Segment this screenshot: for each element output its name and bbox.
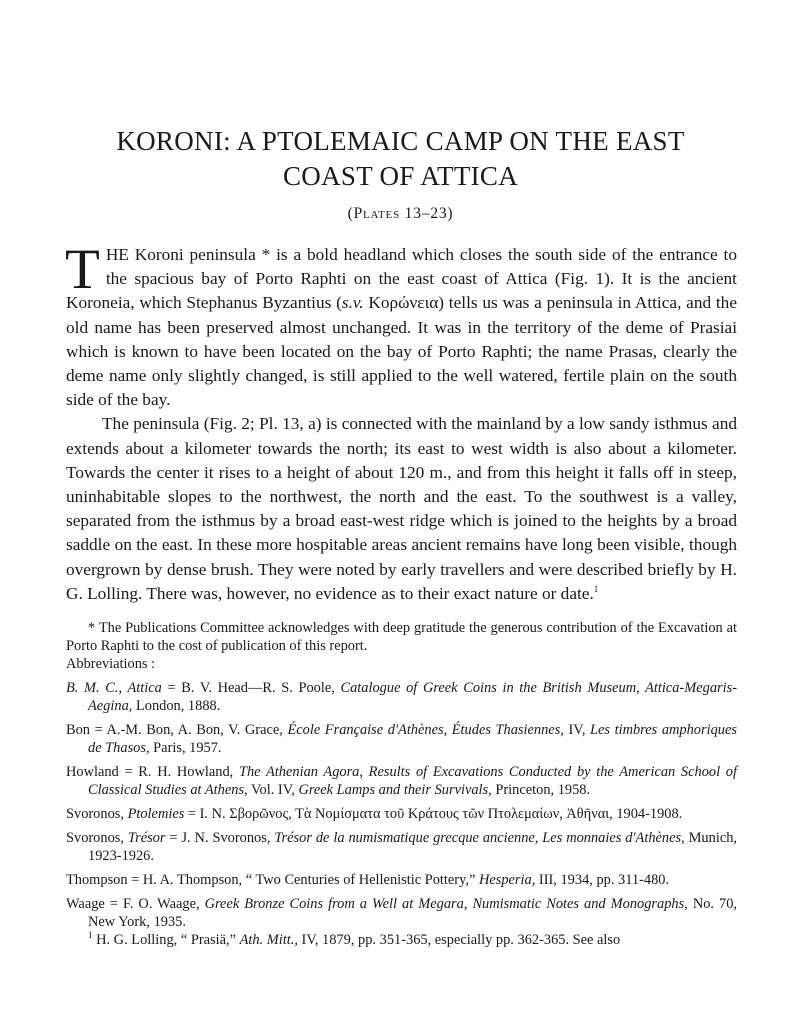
title-line-2: COAST OF ATTICA	[282, 161, 519, 191]
paragraph-1-text-a: HE Koroni peninsula * is a bold headland which closes the south side of the entrance to the spacious bay of Porto Raphti on the east coast of Attica (Fig. 1). It is the ancient Koroneia, which Stephanus Byzantius (	[66, 245, 737, 313]
ref-author: B. V. Head—R. S. Poole,	[181, 680, 341, 696]
paragraph-2	[66, 412, 737, 606]
footnote-1-mark: 1	[88, 930, 93, 941]
plates-open-paren: (	[347, 205, 354, 222]
ref-eq: =	[104, 896, 123, 912]
plates-range: 13–23)	[400, 205, 454, 222]
ref-title: Hesperia,	[478, 872, 536, 888]
ref-key-italic: Trésor	[127, 830, 166, 846]
plates-reference	[0, 205, 801, 223]
ref-author: F. O. Waage,	[122, 896, 205, 912]
ref-imprint: London, 1888.	[132, 698, 221, 714]
ref-bon	[66, 721, 737, 757]
ref-key: Howland	[66, 764, 119, 780]
ref-key: Svoronos,	[66, 830, 128, 846]
footnote-1-text-a: H. G. Lolling, “ Prasiä,”	[92, 932, 240, 948]
footnote-1-text-b: IV, 1879, pp. 351-365, especially pp. 362-365. See also	[297, 932, 621, 948]
ref-title: Catalogue of Greek Coins in the British Museum, Attica-Megaris-Aegina,	[88, 680, 738, 714]
ref-eq: =	[184, 806, 200, 822]
ref-subtitle: Greek Lamps and their Survivals,	[298, 782, 492, 798]
ref-key: B. M. C., Attica	[66, 680, 162, 696]
ref-svoronos-tresor	[66, 829, 737, 865]
ref-eq: =	[161, 680, 182, 696]
ref-key-italic: Ptolemies	[127, 806, 185, 822]
ref-title: École Française d'Athènes, Études Thasiennes,	[287, 722, 564, 738]
star-footnote: * The Publications Committee acknowledges with deep gratitude the generous contribution of the Excavation at Porto Raphti to the cost of publication of this report.	[66, 620, 737, 654]
ref-eq: =	[90, 722, 107, 738]
ref-key: Svoronos,	[66, 806, 128, 822]
greek-koroneia: Κορώνεια	[363, 293, 439, 313]
footnotes	[66, 619, 737, 949]
article-body	[65, 238, 737, 606]
footnote-1-journal: Ath. Mitt.,	[239, 932, 298, 948]
ref-volume: Vol. IV,	[247, 782, 299, 798]
drop-cap: T	[65, 238, 100, 301]
ref-imprint: Munich, 1923-1926.	[88, 830, 737, 864]
ref-volume: IV,	[563, 722, 591, 738]
ref-waage	[66, 895, 737, 931]
ref-title: Greek Bronze Coins from a Well at Megara, Numismatic Notes and Monographs,	[204, 896, 688, 912]
ref-key: Bon	[66, 722, 90, 738]
plates-word: Plates	[353, 205, 400, 222]
article-title	[60, 124, 741, 194]
ref-author: A.-M. Bon, A. Bon, V. Grace,	[106, 722, 288, 738]
ref-imprint: Princeton, 1958.	[491, 782, 591, 798]
ref-thompson	[66, 871, 737, 889]
ref-key: Thompson	[66, 872, 128, 888]
ref-eq: =	[165, 830, 182, 846]
ref-howland	[66, 763, 737, 799]
ref-key: Waage	[66, 896, 105, 912]
ref-eq: =	[127, 872, 143, 888]
ref-bmc	[66, 679, 737, 715]
title-line-1: KORONI: A PTOLEMAIC CAMP ON THE EAST	[116, 126, 685, 156]
ref-author: J. N. Svoronos,	[181, 830, 275, 846]
ref-greek-citation: Ι. Ν. Σβορῶνος, Τὰ Νομίσματα τοῦ Κράτους τῶν Πτολεμαίων, Ἀθῆναι, 1904-1908.	[199, 806, 683, 822]
ref-imprint: III, 1934, pp. 311-480.	[535, 872, 670, 888]
ref-subtitle: Les timbres amphoriques de Thasos,	[88, 722, 737, 756]
ref-svoronos-ptolemies	[66, 805, 737, 823]
abbreviations-heading: Abbreviations :	[66, 656, 156, 672]
ref-title: Trésor de la numismatique grecque ancienne, Les monnaies d'Athènes,	[274, 830, 685, 846]
ref-author: R. H. Howland,	[138, 764, 239, 780]
ref-author: H. A. Thompson, “ Two Centuries of Hellenistic Pottery,”	[142, 872, 479, 888]
ref-imprint: No. 70, New York, 1935.	[88, 896, 738, 930]
ref-imprint: Paris, 1957.	[149, 740, 222, 756]
paragraph-2-text: The peninsula (Fig. 2; Pl. 13, a) is connected with the mainland by a low sandy isthmus and extends about a kilometer towards the north; its east to west width is also about a kilometer. Towards the center it rises to a height of about 120 m., and from this height it falls off in steep, uninhabitable slopes to the northwest, the north and the east. To the southwest is a valley, separated from the isthmus by a broad east-west ridge which is joined to the heights by a broad saddle on the east. In these more hospitable areas ancient remains have long been visible, though overgrown by dense brush. They were noted by early travellers and were described briefly by H. G. Lolling. There was, however, no evidence as to their exact nature or date.	[66, 414, 737, 603]
paragraph-1	[65, 238, 737, 412]
ref-eq: =	[118, 764, 139, 780]
sv-abbrev: s.v.	[341, 293, 364, 313]
footnote-ref-1: 1	[593, 584, 599, 595]
footnote-1	[66, 931, 737, 949]
paragraph-1-text-b: ) tells us was a peninsula in Attica, and the old name has been preserved almost unchanged. It was in the territory of the deme of Prasiai which is known to have been located on the bay of Porto Raphti; the name Prasas, clearly the deme name only slightly changed, is still applied to the well watered, fertile plain on the south side of the bay.	[66, 293, 737, 410]
ref-title: The Athenian Agora, Results of Excavations Conducted by the American School of Classical Studies at Athens,	[88, 764, 737, 798]
